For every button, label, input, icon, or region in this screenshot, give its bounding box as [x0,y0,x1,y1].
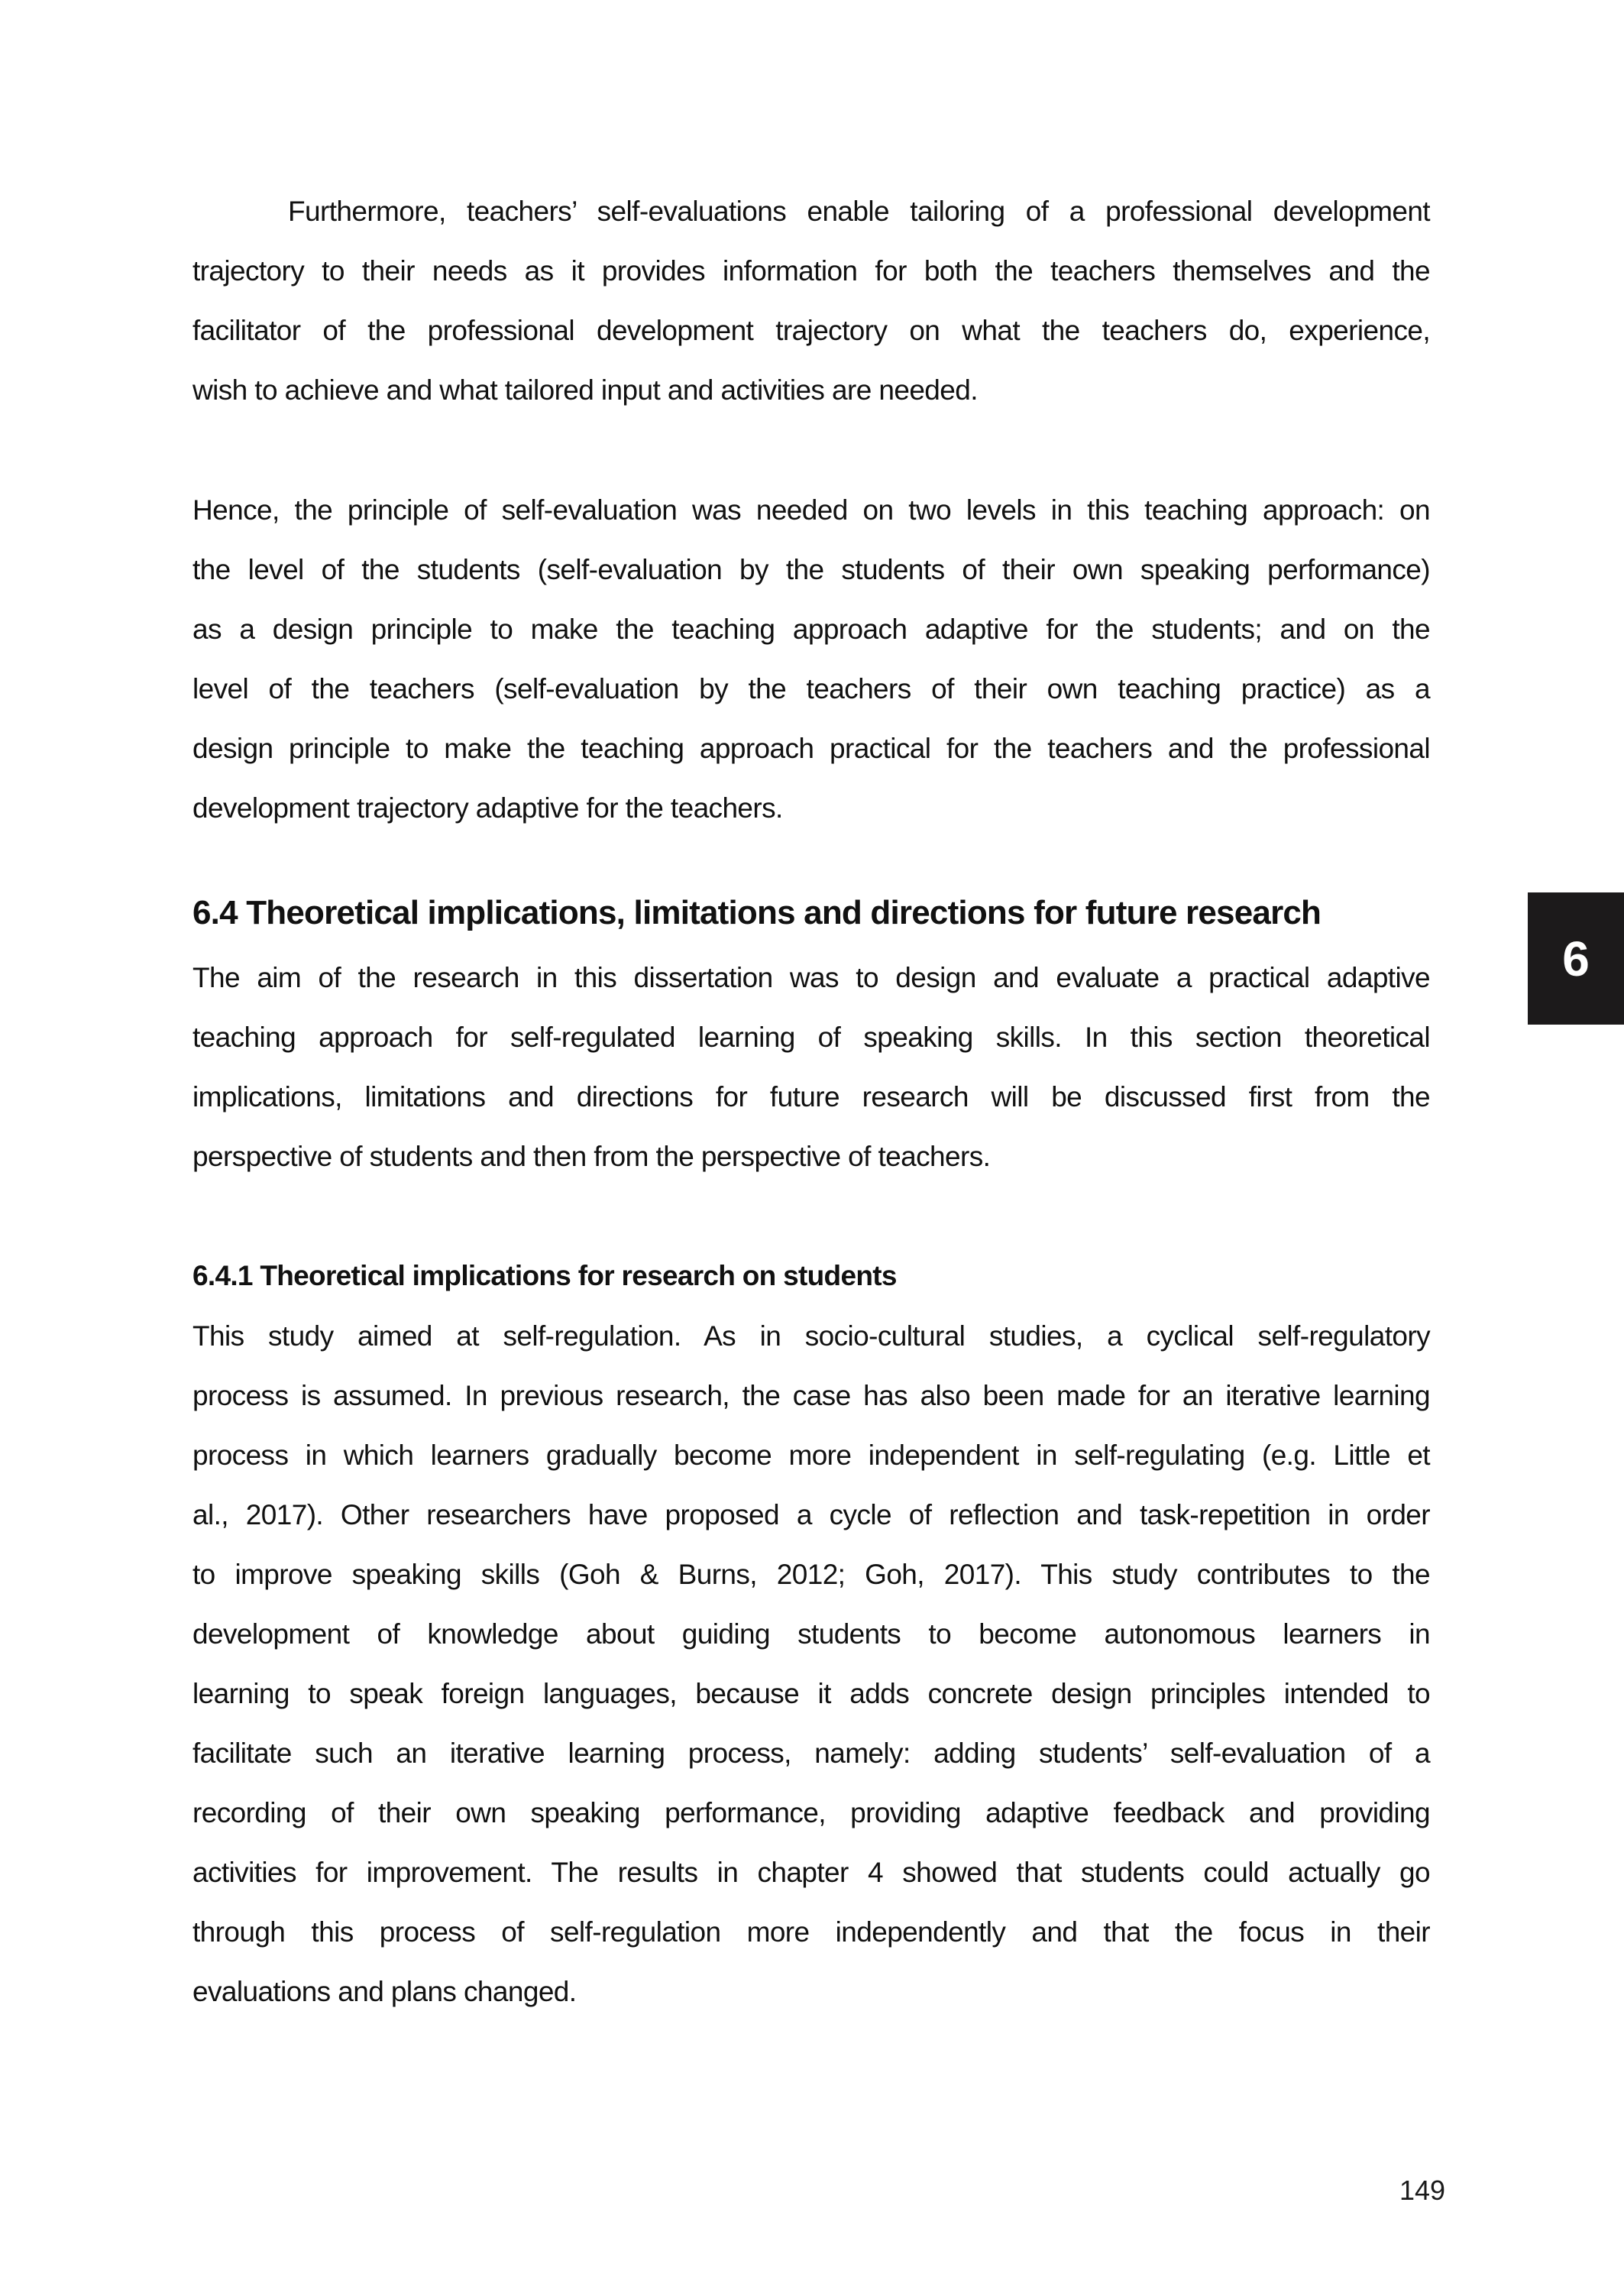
chapter-number: 6 [1562,931,1590,986]
text-line: design principle to make the teaching approach practical for the teachers and the professional [192,733,1430,764]
text-line: through this process of self-regulation more independently and that the focus in their [192,1916,1430,1948]
text-line: level of the teachers (self-evaluation by the teachers of their own teaching practice) as a [192,673,1430,704]
text-line: Furthermore, teachers’ self-evaluations enable tailoring of a professional development [288,196,1430,227]
text-line: wish to achieve and what tailored input and activities are needed. [192,374,978,406]
text-line: recording of their own speaking performance, providing adaptive feedback and providing [192,1797,1430,1828]
page-number: 149 [1399,2175,1446,2206]
text-line: This study aimed at self-regulation. As in socio-cultural studies, a cyclical self-regulatory [192,1320,1430,1352]
subsection-heading: 6.4.1 Theoretical implications for research on students [192,1260,897,1291]
text-line: facilitate such an iterative learning process, namely: adding students’ self-evaluation of a [192,1738,1430,1769]
text-line: evaluations and plans changed. [192,1976,577,2007]
text-line: teaching approach for self-regulated learning of speaking skills. In this section theoretical [192,1022,1430,1053]
text-line: The aim of the research in this dissertation was to design and evaluate a practical adaptive [192,962,1430,993]
text-line: as a design principle to make the teaching approach adaptive for the students; and on the [192,614,1430,645]
text-line: activities for improvement. The results in chapter 4 showed that students could actually go [192,1857,1430,1888]
text-line: process is assumed. In previous research, the case has also been made for an iterative learning [192,1380,1430,1411]
text-line: al., 2017). Other researchers have proposed a cycle of reflection and task-repetition in order [192,1499,1430,1530]
text-line: to improve speaking skills (Goh & Burns, 2012; Goh, 2017). This study contributes to the [192,1559,1430,1590]
text-line: the level of the students (self-evaluation by the students of their own speaking performance) [192,554,1430,585]
text-line: trajectory to their needs as it provides information for both the teachers themselves and the [192,255,1430,287]
chapter-tab [1528,892,1624,1025]
text-line: facilitator of the professional development trajectory on what the teachers do, experience, [192,315,1430,346]
section-heading: 6.4 Theoretical implications, limitations and directions for future research [192,894,1322,931]
text-line: development of knowledge about guiding students to become autonomous learners in [192,1618,1430,1650]
text-line: process in which learners gradually become more independent in self-regulating (e.g. Little et [192,1440,1430,1471]
text-line: development trajectory adaptive for the teachers. [192,792,783,824]
text-line: Hence, the principle of self-evaluation was needed on two levels in this teaching approach: on [192,494,1430,526]
text-line: perspective of students and then from the perspective of teachers. [192,1141,991,1172]
text-line: learning to speak foreign languages, because it adds concrete design principles intended to [192,1678,1430,1709]
text-line: implications, limitations and directions for future research will be discussed first from the [192,1081,1430,1112]
